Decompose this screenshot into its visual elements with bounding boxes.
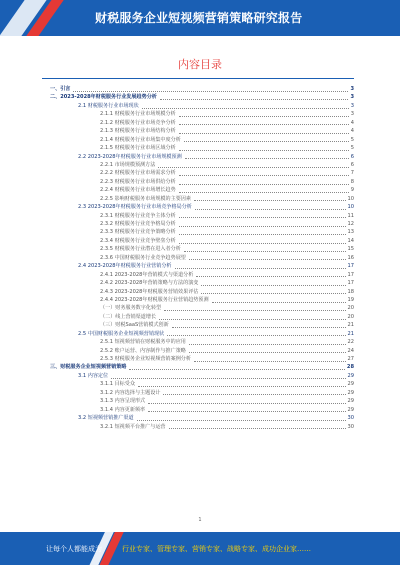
- toc-leader-dots: [179, 217, 346, 218]
- toc-leader-dots: [129, 369, 344, 370]
- toc-entry-page: 14: [347, 237, 354, 244]
- toc-entry-page: 20: [347, 313, 354, 320]
- toc-entry-label: 2.2.1 市场规模预测方法: [100, 161, 156, 168]
- toc-entry-page: 17: [347, 271, 354, 278]
- table-of-contents: [42, 85, 354, 431]
- toc-entry-label: 2.2 2023-2028年财税服务行业市场规模预测: [78, 153, 182, 160]
- toc-entry-label: 2.1 财税服务行业市场现状: [78, 102, 139, 109]
- toc-leader-dots: [142, 108, 349, 109]
- footer-roles: 行业专家、管理专家、营销专家、战略专家、成功企业家……: [122, 545, 311, 553]
- toc-leader-dots: [196, 276, 345, 277]
- toc-entry[interactable]: [42, 119, 354, 127]
- page-footer: [0, 532, 400, 565]
- toc-entry-label: 2.2.3 财税服务行业市场供给分析: [100, 178, 176, 185]
- toc-entry-label: 2.3.3 财税服务行业竞争策略分析: [100, 229, 176, 236]
- toc-divider: [42, 78, 354, 79]
- toc-entry-label: 2.3.4 财税服务行业竞争壁垒分析: [100, 237, 176, 244]
- toc-entry[interactable]: [42, 304, 354, 312]
- toc-entry[interactable]: [42, 178, 354, 186]
- toc-leader-dots: [201, 285, 345, 286]
- toc-leader-dots: [189, 344, 346, 345]
- toc-entry[interactable]: [42, 389, 354, 397]
- toc-entry-label: 2.4.1 2023-2028年营销模式与渠道分析: [100, 271, 194, 278]
- toc-entry-label: 3.1.3 内容呈现形式: [100, 398, 146, 405]
- toc-entry-page: 19: [347, 296, 354, 303]
- toc-leader-dots: [179, 124, 349, 125]
- toc-entry-label: 2.4 2023-2028年财税服务行业营销分析: [78, 263, 172, 270]
- toc-entry[interactable]: [42, 220, 354, 228]
- toc-entry[interactable]: [42, 406, 354, 414]
- toc-leader-dots: [184, 251, 346, 252]
- toc-entry[interactable]: [42, 372, 354, 380]
- toc-entry-label: 3.1.4 内容更新频率: [100, 406, 146, 413]
- toc-entry-label: 三、财税服务企业短视频营销策略: [50, 364, 127, 371]
- toc-entry-label: 2.5 中国财税服务企业短视频营销现状: [78, 330, 165, 337]
- toc-entry[interactable]: [42, 203, 354, 211]
- toc-entry[interactable]: [42, 153, 354, 161]
- toc-entry[interactable]: [42, 102, 354, 110]
- toc-entry-page: 22: [347, 339, 354, 346]
- toc-entry[interactable]: [42, 321, 354, 329]
- toc-entry-page: 17: [347, 280, 354, 287]
- toc-leader-dots: [163, 394, 345, 395]
- report-title: 财税服务企业短视频营销策略研究报告: [95, 11, 303, 25]
- toc-entry-page: 10: [347, 204, 354, 211]
- toc-leader-dots: [169, 428, 346, 429]
- toc-leader-dots: [185, 158, 349, 159]
- toc-leader-dots: [212, 302, 346, 303]
- toc-leader-dots: [148, 411, 345, 412]
- toc-leader-dots: [148, 403, 345, 404]
- toc-entry[interactable]: [42, 169, 354, 177]
- toc-entry[interactable]: [42, 262, 354, 270]
- toc-entry-page: 6: [350, 153, 354, 160]
- toc-leader-dots: [179, 133, 349, 134]
- toc-entry-label: 2.4.3 2023-2028年财税服务营销效果评估: [100, 288, 199, 295]
- toc-entry-page: 29: [347, 381, 354, 388]
- toc-leader-dots: [179, 116, 349, 117]
- toc-entry[interactable]: [42, 355, 354, 363]
- toc-entry[interactable]: [42, 237, 354, 245]
- toc-entry-page: 16: [347, 254, 354, 261]
- toc-leader-dots: [179, 243, 346, 244]
- toc-entry-label: 2.2.5 影响财税服务市场规模的主要因素: [100, 195, 191, 202]
- toc-entry[interactable]: [42, 85, 354, 93]
- toc-leader-dots: [179, 175, 349, 176]
- toc-entry-label: 2.3.6 中国财税服务行业竞争趋势展望: [100, 254, 186, 261]
- toc-entry-page: 24: [347, 347, 354, 354]
- toc-entry-page: 4: [350, 128, 354, 135]
- toc-leader-dots: [189, 352, 346, 353]
- toc-leader-dots: [195, 209, 346, 210]
- toc-entry[interactable]: [42, 397, 354, 405]
- toc-entry-label: 2.1.4 财税服务行业市场集中度分析: [100, 136, 181, 143]
- toc-entry-label: 2.3.5 财税服务行业潜在进入者分析: [100, 246, 181, 253]
- toc-entry-page: 29: [347, 398, 354, 405]
- toc-entry-page: 5: [350, 145, 354, 152]
- toc-entry-label: 2.1.2 财税服务行业市场竞争分析: [100, 119, 176, 126]
- footer-slogan: 让每个人都能成为: [46, 545, 102, 553]
- toc-entry-page: 4: [350, 119, 354, 126]
- toc-entry-label: 一、引言: [50, 86, 71, 92]
- toc-entry[interactable]: [42, 136, 354, 144]
- toc-leader-dots: [160, 99, 349, 100]
- toc-leader-dots: [194, 361, 346, 362]
- toc-entry-label: 2.5.3 财税服务企业短视频营销案例分析: [100, 356, 191, 362]
- toc-leader-dots: [179, 234, 346, 235]
- toc-entry-page: 8: [350, 178, 354, 185]
- toc-leader-dots: [138, 386, 346, 387]
- toc-entry[interactable]: [42, 363, 354, 371]
- toc-leader-dots: [179, 184, 349, 185]
- toc-entry-page: 17: [347, 263, 354, 270]
- toc-entry-page: 10: [347, 195, 354, 202]
- toc-entry[interactable]: [42, 93, 354, 101]
- toc-entry-page: 11: [347, 212, 354, 219]
- toc-entry[interactable]: [42, 288, 354, 296]
- toc-entry[interactable]: [42, 110, 354, 118]
- toc-entry-page: 6: [350, 161, 354, 168]
- toc-entry-page: 29: [347, 372, 354, 379]
- toc-entry-label: 2.2.2 财税服务行业市场需求分析: [100, 170, 176, 177]
- toc-entry-label: 3.1 内容定位: [78, 372, 109, 379]
- toc-entry[interactable]: [42, 279, 354, 287]
- toc-entry[interactable]: [42, 330, 354, 338]
- toc-entry-label: 2.3.1 财税服务行业竞争主体分析: [100, 212, 176, 219]
- toc-entry-label: 3.1.2 内容选择与主题设计: [100, 389, 161, 396]
- toc-leader-dots: [194, 200, 346, 201]
- toc-leader-dots: [175, 268, 346, 269]
- toc-leader-dots: [184, 141, 349, 142]
- toc-leader-dots: [179, 226, 346, 227]
- toc-entry-label: （一）财务服务数字化转型: [100, 305, 162, 312]
- toc-entry[interactable]: [42, 347, 354, 355]
- toc-entry-label: 2.4.2 2023-2028年营销策略与方法的演变: [100, 280, 199, 287]
- toc-entry-page: 3: [350, 94, 354, 101]
- toc-leader-dots: [189, 259, 346, 260]
- toc-entry[interactable]: [42, 254, 354, 262]
- toc-leader-dots: [179, 150, 349, 151]
- page-number: 1: [198, 517, 202, 523]
- toc-entry[interactable]: [42, 271, 354, 279]
- toc-entry-label: （三）财税SaaS营销模式创新: [100, 322, 169, 329]
- toc-entry[interactable]: [42, 313, 354, 321]
- toc-entry[interactable]: [42, 338, 354, 346]
- toc-entry-label: 2.1.5 财税服务行业市场区域分析: [100, 145, 176, 152]
- toc-entry-page: 30: [347, 423, 354, 430]
- toc-entry[interactable]: [42, 380, 354, 388]
- toc-leader-dots: [73, 91, 348, 92]
- toc-entry-label: 3.1.1 目标受众: [100, 381, 135, 388]
- page-header: [0, 0, 400, 36]
- toc-entry-page: 18: [347, 288, 354, 295]
- toc-heading: 内容目录: [178, 58, 222, 71]
- toc-entry-label: 2.5.2 账户运营、内容制作与推广策略: [100, 347, 186, 354]
- toc-entry-page: 29: [347, 389, 354, 396]
- toc-entry-label: 2.3.2 财税服务行业竞争格局分析: [100, 221, 176, 227]
- toc-entry-page: 30: [347, 415, 354, 422]
- toc-entry-page: 7: [350, 170, 354, 177]
- toc-entry-page: 12: [347, 221, 354, 227]
- toc-entry[interactable]: [42, 414, 354, 422]
- toc-entry[interactable]: [42, 127, 354, 135]
- toc-entry-label: 2.5.1 短视频营销在财税服务中的应用: [100, 339, 186, 346]
- toc-entry-page: 20: [347, 305, 354, 312]
- toc-entry-label: 2.3 2023-2028年财税服务行业市场竞争格局分析: [78, 204, 192, 211]
- toc-entry-page: 3: [350, 111, 354, 118]
- toc-entry-page: 21: [347, 322, 354, 329]
- toc-entry-page: 9: [350, 187, 354, 194]
- toc-entry-label: （二）线上营销渠道增长: [100, 313, 157, 320]
- toc-entry-label: 二、2023-2028年财税服务行业发展趋势分析: [50, 94, 157, 101]
- toc-entry[interactable]: [42, 212, 354, 220]
- toc-entry[interactable]: [42, 423, 354, 431]
- toc-entry-label: 2.4.4 2023-2028年财税服务行业营销趋势预测: [100, 296, 209, 303]
- toc-entry-label: 2.1.1 财税服务行业市场规模分析: [100, 111, 176, 118]
- toc-entry-page: 3: [350, 86, 354, 92]
- toc-entry-page: 15: [347, 246, 354, 253]
- toc-leader-dots: [164, 310, 345, 311]
- toc-leader-dots: [158, 167, 348, 168]
- toc-leader-dots: [167, 335, 345, 336]
- toc-entry-page: 5: [350, 136, 354, 143]
- toc-entry[interactable]: [42, 144, 354, 152]
- toc-entry-page: 3: [350, 102, 354, 109]
- toc-leader-dots: [137, 420, 346, 421]
- toc-entry[interactable]: [42, 245, 354, 253]
- toc-leader-dots: [201, 293, 345, 294]
- toc-leader-dots: [172, 327, 346, 328]
- toc-entry-label: 3.2 短视频营销推广渠道: [78, 415, 134, 422]
- toc-entry[interactable]: [42, 195, 354, 203]
- toc-entry[interactable]: [42, 228, 354, 236]
- toc-leader-dots: [159, 319, 345, 320]
- toc-entry-label: 3.2.1 短视频平台推广与运营: [100, 423, 166, 430]
- toc-entry-page: 13: [347, 229, 354, 236]
- toc-leader-dots: [179, 192, 349, 193]
- toc-leader-dots: [111, 378, 345, 379]
- toc-entry-page: 28: [346, 364, 354, 371]
- toc-entry[interactable]: [42, 296, 354, 304]
- toc-entry-page: 21: [347, 330, 354, 337]
- toc-entry[interactable]: [42, 186, 354, 194]
- toc-entry-label: 2.1.3 财税服务行业市场结构分析: [100, 128, 176, 135]
- toc-entry[interactable]: [42, 161, 354, 169]
- toc-entry-page: 29: [347, 406, 354, 413]
- toc-entry-label: 2.2.4 财税服务行业市场增长趋势: [100, 187, 176, 194]
- toc-entry-page: 27: [347, 356, 354, 362]
